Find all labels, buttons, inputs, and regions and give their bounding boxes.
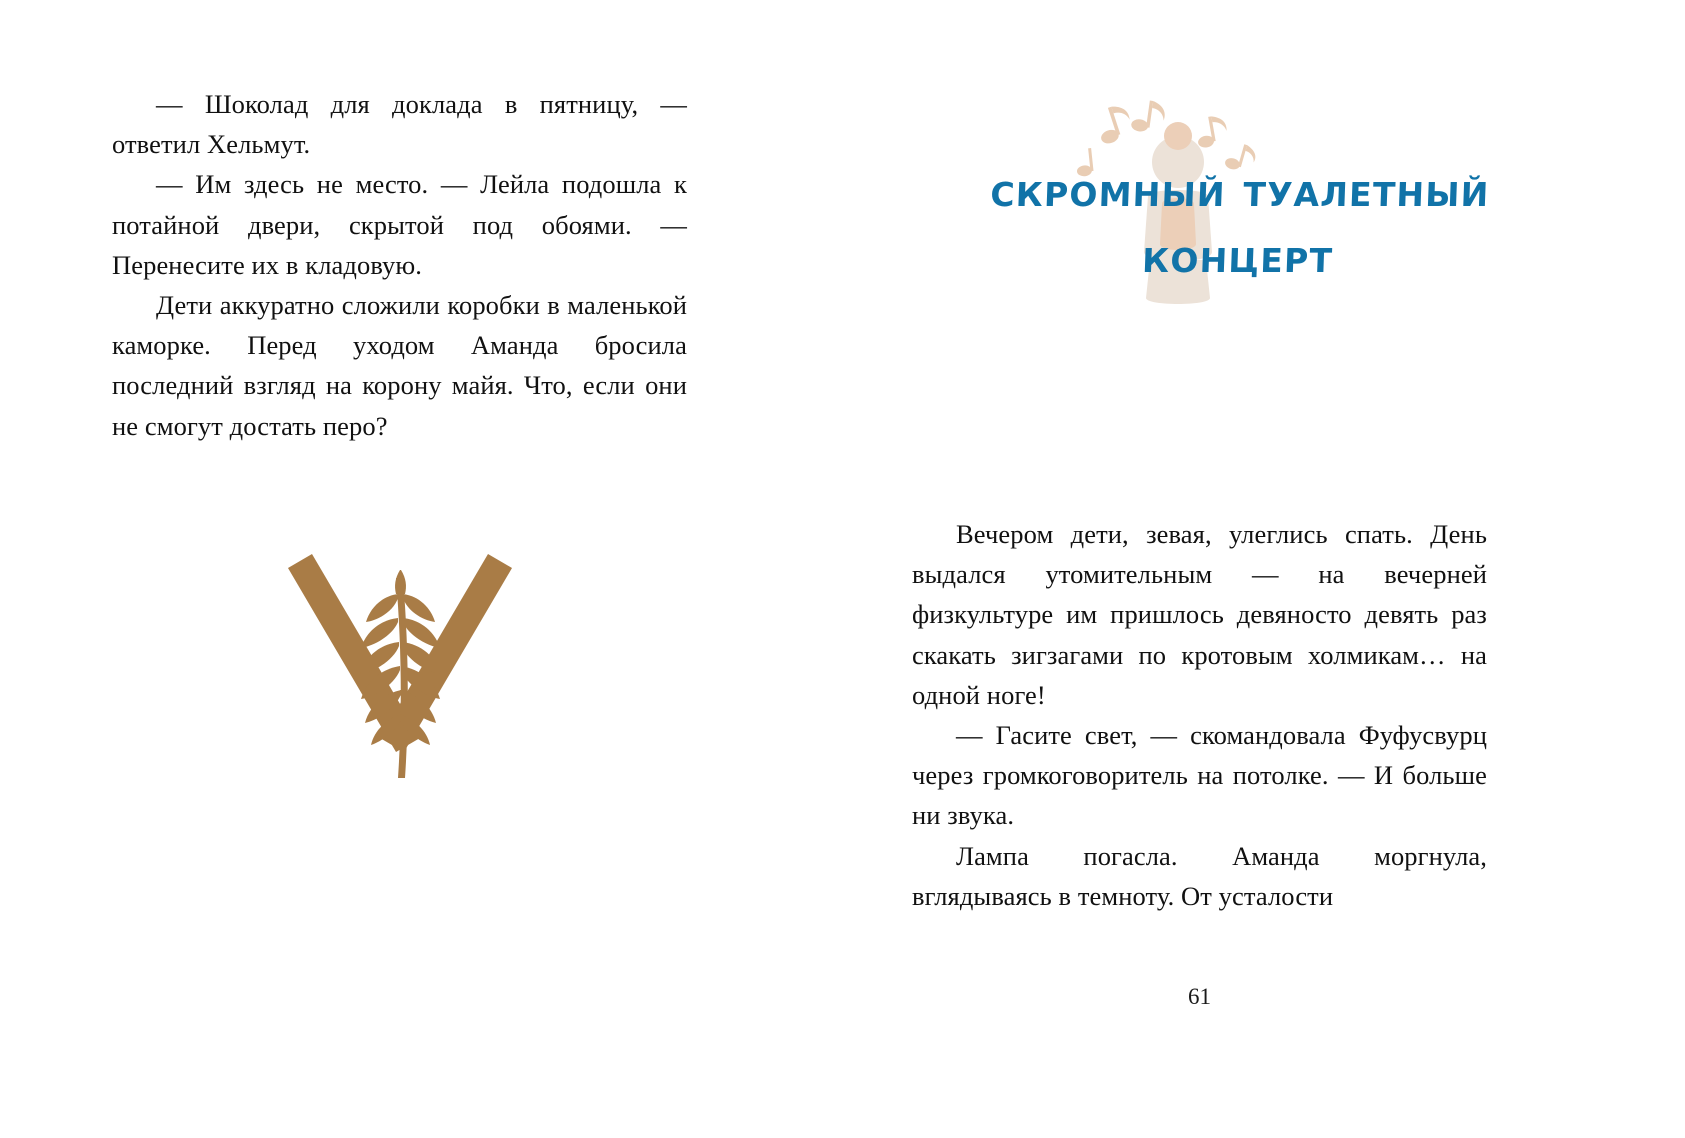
crossed-sticks-and-feather-icon (112, 542, 687, 802)
paragraph: Лампа погасла. Аманда моргнула, вглядываясь в темноту. От усталости (912, 840, 1487, 911)
paragraph: Вечером дети, зевая, улеглись спать. День выдался утомительным — на вечерней физкультуре им пришлось девяносто девять раз скакать зигзагами по кротовым холмикам… на одной ноге! (912, 519, 1487, 710)
paragraph: Дети аккуратно сложили коробки в маленькой каморке. Перед уходом Аманда бросила последний взгляд на корону майя. Что, если они не смогут достать перо? (112, 290, 687, 441)
right-text-column (912, 514, 1487, 916)
chapter-heading-block (890, 0, 1590, 396)
left-text-column (112, 84, 687, 802)
right-page (842, 0, 1684, 1138)
paragraph: — Гасите свет, — скомандовала Фуфусвурц через громкоговоритель на потолке. — И больше ни звука. (912, 720, 1487, 831)
left-page (0, 0, 842, 1138)
chapter-title: скромный туалетный концерт (989, 163, 1491, 284)
paragraph: — Шоколад для доклада в пятницу, — ответил Хельмут. (112, 89, 687, 160)
page-number: 61 (1188, 984, 1211, 1009)
paragraph: — Им здесь не место. — Лейла подошла к потайной двери, скрытой под обоями. — Перенесите их в кладовую. (112, 169, 687, 280)
